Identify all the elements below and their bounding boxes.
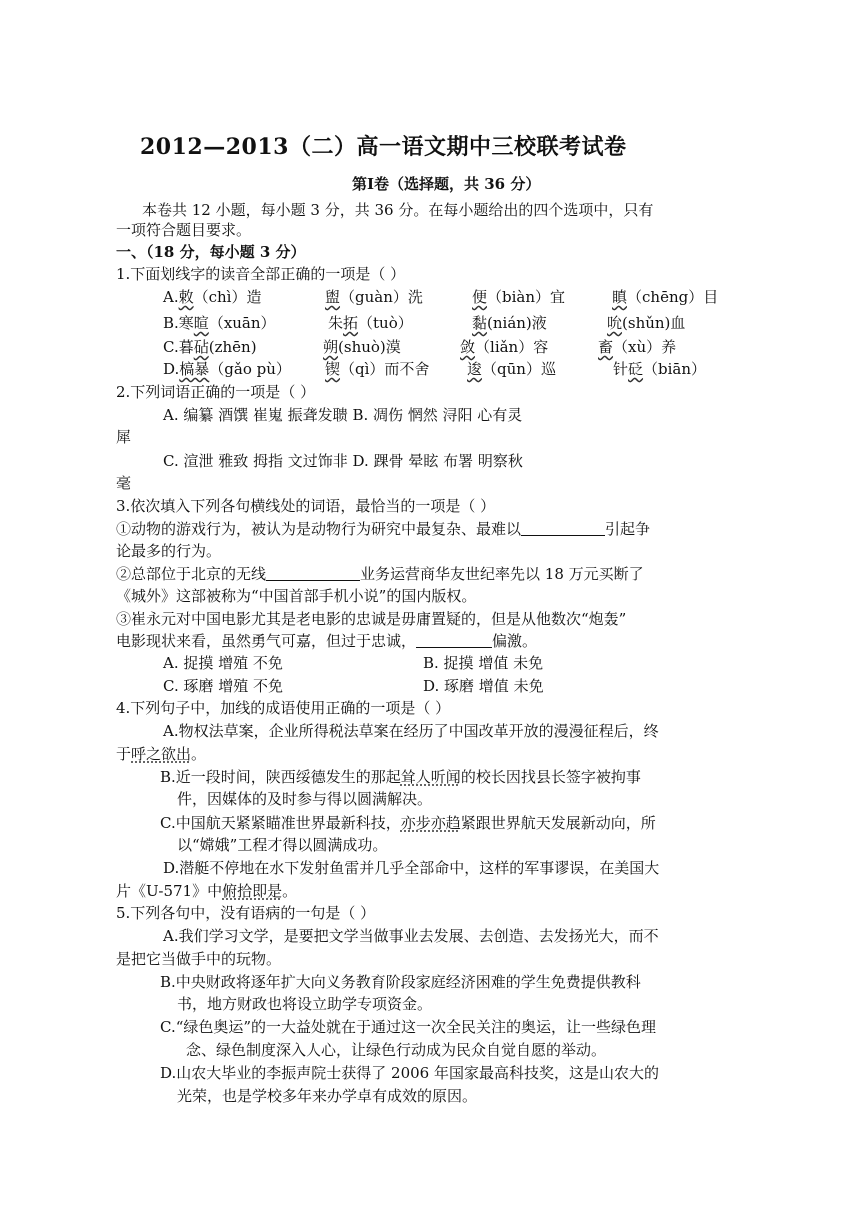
q1-stem: 1.下面划线字的读音全部正确的一项是（ ） <box>116 265 406 283</box>
sentence-text: 电影现状来看，虽然勇气可嘉，但过于忠诚， <box>116 632 417 650</box>
pinyin-reading: （gǎo pù） <box>209 360 291 378</box>
marked-idiom: 俯拾即是 <box>222 882 283 900</box>
pinyin-reading: （guàn）洗 <box>340 288 423 306</box>
exam-title: 2012—2013（二）高一语文期中三校联考试卷 <box>140 134 627 160</box>
q5-option-c-line-2: 念、绿色制度深入人心，让绿色行动成为民众自觉自愿的举动。 <box>186 1041 607 1059</box>
sentence-text: 片《U-571》中 <box>116 882 223 900</box>
q1-option-c <box>163 336 257 358</box>
q3-stem: 3.依次填入下列各句横线处的词语，最恰当的一项是（ ） <box>116 497 496 515</box>
pinyin-reading: (shuò)漠 <box>338 338 401 356</box>
sentence-text: 的校长因找县长签字被拘事 <box>460 768 641 786</box>
q5-option-c-line-1: C.“绿色奥运”的一大益处就在于通过这一次全民关注的奥运，让一些绿色理 <box>160 1018 657 1036</box>
underlined-char: 敛 <box>460 338 476 356</box>
underlined-char: 黏 <box>472 314 488 332</box>
q1-option-d-2 <box>325 358 429 380</box>
q1-option-b <box>163 312 276 334</box>
q3-sentence-3: ③崔永元对中国电影尤其是老电影的忠诚是毋庸置疑的，但是从他数次“炮轰” <box>116 610 627 628</box>
part-heading: 一、（18 分，每小题 3 分） <box>116 243 306 261</box>
underlined-char: 砭 <box>628 360 644 378</box>
sentence-text: ②总部位于北京的无线 <box>116 565 267 583</box>
pinyin-reading: (shǔn)血 <box>622 314 686 332</box>
underlined-char: 锲 <box>325 360 341 378</box>
underlined-char: 逡 <box>467 360 483 378</box>
plain-char: 朱 <box>328 314 344 332</box>
sentence-text: 引起争 <box>605 520 651 538</box>
q1-option-a-4 <box>612 286 718 308</box>
pinyin-reading: (nián)液 <box>487 314 547 332</box>
pinyin-reading: （qūn）巡 <box>482 360 556 378</box>
q1-option-a-2 <box>325 286 423 308</box>
fill-blank <box>521 519 605 536</box>
option-label: B.寒 <box>163 314 194 332</box>
q2-options-cd-cont: 毫 <box>116 474 132 492</box>
underlined-char: 便 <box>472 288 488 306</box>
q5-option-d-line-1: D.山农大毕业的李振声院士获得了 2006 年国家最高科技奖，这是山农大的 <box>160 1064 659 1082</box>
q1-option-b-4 <box>607 312 685 334</box>
pinyin-reading: （qì）而不舍 <box>340 360 430 378</box>
q3-sentence-2-cont: 《城外》这部被称为“中国首部手机小说”的国内版权。 <box>116 587 477 605</box>
pinyin-reading: （biān） <box>643 360 707 378</box>
q1-option-a <box>163 286 261 308</box>
q5-option-a-line-1: A.我们学习文学，是要把文学当做事业去发展、去创造、去发扬光大，而不 <box>163 927 659 945</box>
q3-sentence-1 <box>116 518 650 540</box>
q3-option-c: C. 琢磨 增殖 不免 <box>163 677 284 695</box>
fill-blank <box>266 564 360 581</box>
marked-idiom: 呼之欲出 <box>131 745 192 763</box>
sentence-text: B.近一段时间，陕西绥德发生的那起 <box>160 768 401 786</box>
sentence-text: 于 <box>116 745 132 763</box>
fill-blank <box>416 631 492 648</box>
q1-option-d-3 <box>467 358 556 380</box>
q4-option-d-line-2 <box>116 880 297 902</box>
sentence-text: 。 <box>191 745 207 763</box>
option-label: C.暮 <box>163 338 194 356</box>
q1-option-c-4 <box>598 336 676 358</box>
underlined-char: 盥 <box>325 288 341 306</box>
intro-line-2: 一项符合题目要求。 <box>116 221 252 239</box>
pinyin-reading: （liǎn）容 <box>475 338 549 356</box>
pinyin-reading: （tuò） <box>358 314 413 332</box>
pinyin-reading: （chēng）目 <box>627 288 719 306</box>
underlined-char: 砧 <box>193 338 209 356</box>
q2-options-cd: C. 渲泄 雅致 拇指 文过饰非 D. 踝骨 晕眩 布署 明察秋 <box>163 452 523 470</box>
q4-option-b-line-2: 件，因媒体的及时参与得以圆满解决。 <box>177 790 433 808</box>
q5-option-d-line-2: 光荣，也是学校多年来办学卓有成效的原因。 <box>177 1087 478 1105</box>
underlined-char: 畜 <box>598 338 614 356</box>
q5-option-b-line-1: B.中央财政将逐年扩大向义务教育阶段家庭经济困难的学生免费提供教科 <box>160 973 641 991</box>
q3-sentence-1-cont: 论最多的行为。 <box>116 542 222 560</box>
option-label: D. <box>163 360 180 378</box>
q3-option-d: D. 琢磨 增值 未免 <box>423 677 544 695</box>
q1-option-b-3 <box>472 312 547 334</box>
q5-option-b-line-2: 书，地方财政也将设立助学专项资金。 <box>177 995 433 1013</box>
q1-option-d <box>163 358 291 380</box>
sentence-text: 偏激。 <box>492 632 538 650</box>
q1-option-b-2 <box>328 312 413 334</box>
q4-option-c-line-2: 以“嫦娥”工程才得以圆满成功。 <box>177 836 388 854</box>
q1-option-c-2 <box>323 336 401 358</box>
pinyin-reading: （xù）养 <box>613 338 677 356</box>
sentence-text: C.中国航天紧紧瞄准世界最新科技， <box>160 814 401 832</box>
q1-option-a-3 <box>472 286 565 308</box>
q5-stem: 5.下列各句中，没有语病的一句是（ ） <box>116 904 376 922</box>
q5-option-a-line-2: 是把它当做手中的玩物。 <box>116 950 282 968</box>
underlined-char: 吮 <box>607 314 623 332</box>
marked-idiom: 耸人听闻 <box>400 768 461 786</box>
plain-char: 针 <box>613 360 629 378</box>
underlined-char: 敕 <box>178 288 194 306</box>
sentence-text: 。 <box>282 882 298 900</box>
section-heading: 第Ⅰ卷（选择题，共 36 分） <box>352 175 541 193</box>
sentence-text: 业务运营商华友世纪率先以 18 万元买断了 <box>360 565 644 583</box>
q3-option-a: A. 捉摸 增殖 不免 <box>163 654 283 672</box>
q3-sentence-3-cont <box>116 630 537 652</box>
underlined-char: 槁暴 <box>179 360 210 378</box>
q4-option-d-line-1: D.潜艇不停地在水下发射鱼雷并几乎全部命中，这样的军事谬误，在美国大 <box>163 859 660 877</box>
q2-options-ab: A. 编纂 酒馔 崔嵬 振聋发聩 B. 凋伤 惘然 浔阳 心有灵 <box>163 406 523 424</box>
underlined-char: 朔 <box>323 338 339 356</box>
q4-stem: 4.下列句子中，加线的成语使用正确的一项是（ ） <box>116 699 451 717</box>
q4-option-a-line-2 <box>116 743 206 765</box>
pinyin-reading: （chì）造 <box>193 288 262 306</box>
q1-option-d-4 <box>613 358 706 380</box>
q3-option-b: B. 捉摸 增值 未免 <box>423 654 544 672</box>
marked-idiom: 亦步亦趋 <box>400 814 461 832</box>
q1-option-c-3 <box>460 336 548 358</box>
sentence-text: ①动物的游戏行为，被认为是动物行为研究中最复杂、最难以 <box>116 520 522 538</box>
q2-stem: 2.下列词语正确的一项是（ ） <box>116 383 316 401</box>
sentence-text: 紧跟世界航天发展新动向，所 <box>460 814 656 832</box>
q4-option-c-line-1 <box>160 812 656 834</box>
underlined-char: 暄 <box>193 314 209 332</box>
intro-line-1: 本卷共 12 小题，每小题 3 分，共 36 分。在每小题给出的四个选项中，只有 <box>142 201 654 219</box>
option-label: A. <box>163 288 179 306</box>
q4-option-b-line-1 <box>160 766 641 788</box>
q2-options-ab-cont: 犀 <box>116 428 132 446</box>
pinyin-reading: （biàn）宜 <box>487 288 566 306</box>
underlined-char: 瞋 <box>612 288 628 306</box>
pinyin-reading: (zhēn) <box>208 338 257 356</box>
q3-sentence-2 <box>116 563 644 585</box>
q4-option-a-line-1: A.物权法草案，企业所得税法草案在经历了中国改革开放的漫漫征程后，终 <box>163 722 659 740</box>
pinyin-reading: （xuān） <box>208 314 276 332</box>
underlined-char: 拓 <box>343 314 359 332</box>
